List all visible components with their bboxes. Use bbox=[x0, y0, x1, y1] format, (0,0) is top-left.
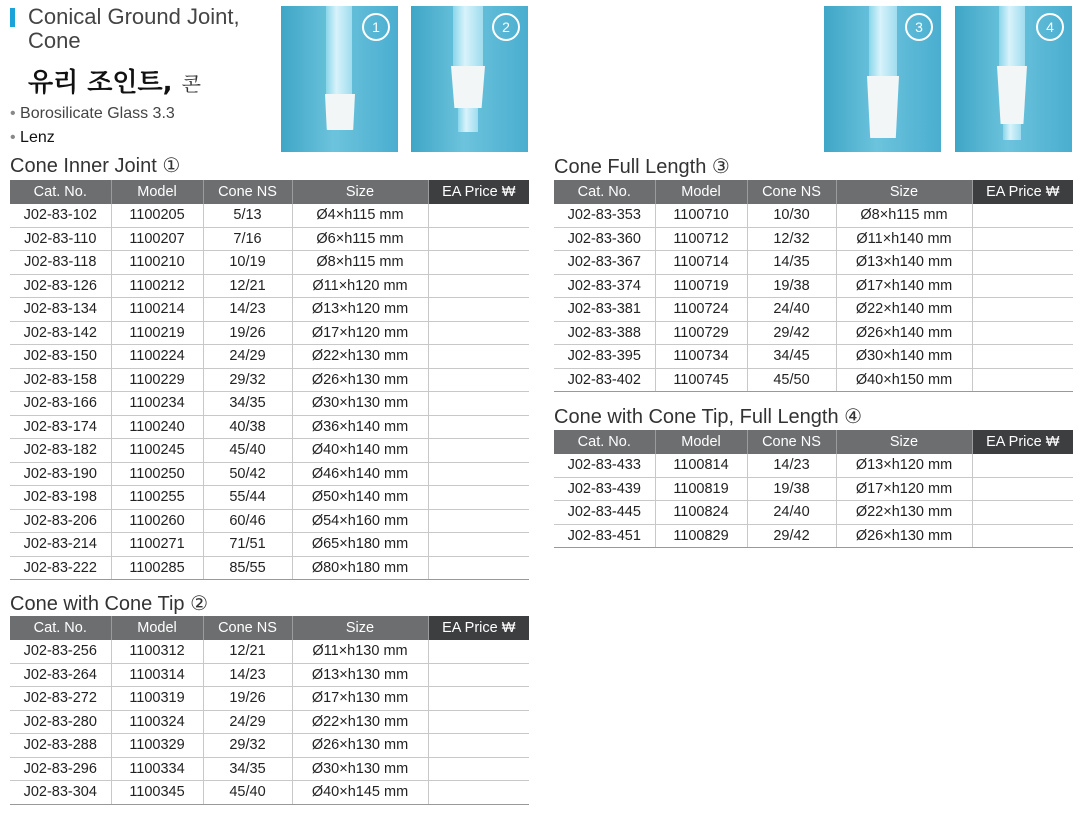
cone-ns-cell: 10/19 bbox=[203, 251, 292, 275]
size-cell: Ø6×h115 mm bbox=[292, 227, 428, 251]
column-header-size: Size bbox=[836, 430, 972, 454]
cat-no-cell: J02-83-174 bbox=[10, 415, 111, 439]
price-cell bbox=[428, 533, 529, 557]
size-cell: Ø22×h130 mm bbox=[292, 710, 428, 734]
cone-ns-cell: 19/38 bbox=[747, 477, 836, 501]
table-row bbox=[10, 392, 529, 416]
size-cell: Ø11×h130 mm bbox=[292, 640, 428, 663]
model-cell: 1100314 bbox=[111, 663, 203, 687]
cat-no-cell: J02-83-272 bbox=[10, 687, 111, 711]
table-row bbox=[10, 251, 529, 275]
cat-no-cell: J02-83-445 bbox=[554, 501, 655, 525]
table-header-row bbox=[10, 180, 529, 204]
size-cell: Ø13×h120 mm bbox=[292, 298, 428, 322]
size-cell: Ø26×h140 mm bbox=[836, 321, 972, 345]
cone-ns-cell: 55/44 bbox=[203, 486, 292, 510]
product-photo-3 bbox=[824, 6, 941, 152]
cat-no-cell: J02-83-288 bbox=[10, 734, 111, 758]
cat-no-cell: J02-83-296 bbox=[10, 757, 111, 781]
cat-no-cell: J02-83-102 bbox=[10, 204, 111, 227]
column-header-cat: Cat. No. bbox=[554, 430, 655, 454]
cat-no-cell: J02-83-439 bbox=[554, 477, 655, 501]
price-cell bbox=[428, 509, 529, 533]
model-cell: 1100829 bbox=[655, 524, 747, 548]
cone-ns-cell: 12/21 bbox=[203, 640, 292, 663]
cat-no-cell: J02-83-198 bbox=[10, 486, 111, 510]
cone-ns-cell: 45/40 bbox=[203, 439, 292, 463]
size-cell: Ø40×h150 mm bbox=[836, 368, 972, 392]
section-title-inner: Cone Inner Joint ① bbox=[10, 155, 181, 177]
column-header-ns: Cone NS bbox=[203, 616, 292, 640]
table-row bbox=[10, 204, 529, 227]
cone-ns-cell: 50/42 bbox=[203, 462, 292, 486]
model-cell: 1100224 bbox=[111, 345, 203, 369]
price-cell bbox=[428, 321, 529, 345]
price-cell bbox=[972, 204, 1073, 227]
model-cell: 1100734 bbox=[655, 345, 747, 369]
model-cell: 1100719 bbox=[655, 274, 747, 298]
section-title-tip: Cone with Cone Tip ② bbox=[10, 593, 209, 615]
size-cell: Ø46×h140 mm bbox=[292, 462, 428, 486]
cone-ns-cell: 5/13 bbox=[203, 204, 292, 227]
cat-no-cell: J02-83-206 bbox=[10, 509, 111, 533]
size-cell: Ø8×h115 mm bbox=[836, 204, 972, 227]
price-cell bbox=[428, 663, 529, 687]
cone-ns-cell: 19/38 bbox=[747, 274, 836, 298]
price-cell bbox=[428, 251, 529, 275]
table-row bbox=[554, 321, 1073, 345]
price-cell bbox=[428, 274, 529, 298]
price-cell bbox=[972, 321, 1073, 345]
cat-no-cell: J02-83-256 bbox=[10, 640, 111, 663]
cat-no-cell: J02-83-264 bbox=[10, 663, 111, 687]
model-cell: 1100714 bbox=[655, 251, 747, 275]
cat-no-cell: J02-83-150 bbox=[10, 345, 111, 369]
cone-ns-cell: 24/40 bbox=[747, 501, 836, 525]
model-cell: 1100312 bbox=[111, 640, 203, 663]
model-cell: 1100207 bbox=[111, 227, 203, 251]
price-cell bbox=[428, 757, 529, 781]
table-row bbox=[554, 274, 1073, 298]
column-header-ns: Cone NS bbox=[747, 180, 836, 204]
cone-ns-cell: 24/40 bbox=[747, 298, 836, 322]
photo-number-badge: 4 bbox=[1036, 13, 1064, 41]
size-cell: Ø4×h115 mm bbox=[292, 204, 428, 227]
column-header-cat: Cat. No. bbox=[10, 616, 111, 640]
table-row bbox=[554, 454, 1073, 477]
table-row bbox=[10, 663, 529, 687]
cone-ns-cell: 19/26 bbox=[203, 321, 292, 345]
cone-ns-cell: 34/35 bbox=[203, 757, 292, 781]
model-cell: 1100210 bbox=[111, 251, 203, 275]
cone-ns-cell: 14/23 bbox=[203, 663, 292, 687]
cat-no-cell: J02-83-142 bbox=[10, 321, 111, 345]
cone-ns-cell: 29/32 bbox=[203, 368, 292, 392]
price-cell bbox=[972, 345, 1073, 369]
page-title-en: Conical Ground Joint, Cone bbox=[28, 4, 240, 53]
column-header-price: EA Price ₩ bbox=[972, 180, 1073, 204]
cone-ns-cell: 10/30 bbox=[747, 204, 836, 227]
column-header-model: Model bbox=[111, 180, 203, 204]
size-cell: Ø40×h140 mm bbox=[292, 439, 428, 463]
cat-no-cell: J02-83-360 bbox=[554, 227, 655, 251]
size-cell: Ø40×h145 mm bbox=[292, 781, 428, 805]
table-row bbox=[10, 345, 529, 369]
size-cell: Ø17×h130 mm bbox=[292, 687, 428, 711]
column-header-ns: Cone NS bbox=[747, 430, 836, 454]
column-header-size: Size bbox=[292, 180, 428, 204]
price-cell bbox=[428, 227, 529, 251]
cone-ns-cell: 85/55 bbox=[203, 556, 292, 580]
cat-no-cell: J02-83-381 bbox=[554, 298, 655, 322]
cat-no-cell: J02-83-158 bbox=[10, 368, 111, 392]
table-row bbox=[10, 710, 529, 734]
size-cell: Ø30×h140 mm bbox=[836, 345, 972, 369]
size-cell: Ø54×h160 mm bbox=[292, 509, 428, 533]
cone-tip-full-length-table bbox=[554, 430, 1073, 548]
model-cell: 1100345 bbox=[111, 781, 203, 805]
cone-ns-cell: 29/42 bbox=[747, 321, 836, 345]
table-row bbox=[10, 486, 529, 510]
size-cell: Ø13×h130 mm bbox=[292, 663, 428, 687]
cone-ns-cell: 34/45 bbox=[747, 345, 836, 369]
table-row bbox=[10, 439, 529, 463]
price-cell bbox=[428, 439, 529, 463]
size-cell: Ø26×h130 mm bbox=[292, 368, 428, 392]
size-cell: Ø17×h120 mm bbox=[836, 477, 972, 501]
size-cell: Ø30×h130 mm bbox=[292, 757, 428, 781]
size-cell: Ø13×h140 mm bbox=[836, 251, 972, 275]
cone-ns-cell: 19/26 bbox=[203, 687, 292, 711]
section-title-full: Cone Full Length ③ bbox=[554, 156, 730, 178]
cone-ns-cell: 12/32 bbox=[747, 227, 836, 251]
price-cell bbox=[428, 415, 529, 439]
cat-no-cell: J02-83-126 bbox=[10, 274, 111, 298]
cat-no-cell: J02-83-166 bbox=[10, 392, 111, 416]
table-row bbox=[10, 298, 529, 322]
price-cell bbox=[972, 454, 1073, 477]
size-cell: Ø65×h180 mm bbox=[292, 533, 428, 557]
price-cell bbox=[428, 392, 529, 416]
cone-ns-cell: 29/42 bbox=[747, 524, 836, 548]
price-cell bbox=[428, 556, 529, 580]
size-cell: Ø36×h140 mm bbox=[292, 415, 428, 439]
cat-no-cell: J02-83-388 bbox=[554, 321, 655, 345]
table-row bbox=[10, 274, 529, 298]
cone-ns-cell: 7/16 bbox=[203, 227, 292, 251]
price-cell bbox=[428, 734, 529, 758]
price-cell bbox=[972, 227, 1073, 251]
table-row bbox=[554, 345, 1073, 369]
model-cell: 1100319 bbox=[111, 687, 203, 711]
size-cell: Ø13×h120 mm bbox=[836, 454, 972, 477]
photo-number-badge: 1 bbox=[362, 13, 390, 41]
cone-ns-cell: 71/51 bbox=[203, 533, 292, 557]
model-cell: 1100710 bbox=[655, 204, 747, 227]
model-cell: 1100212 bbox=[111, 274, 203, 298]
cone-ns-cell: 14/23 bbox=[203, 298, 292, 322]
model-cell: 1100260 bbox=[111, 509, 203, 533]
table-row bbox=[554, 477, 1073, 501]
model-cell: 1100250 bbox=[111, 462, 203, 486]
cone-ns-cell: 24/29 bbox=[203, 345, 292, 369]
size-cell: Ø17×h120 mm bbox=[292, 321, 428, 345]
cat-no-cell: J02-83-118 bbox=[10, 251, 111, 275]
size-cell: Ø8×h115 mm bbox=[292, 251, 428, 275]
price-cell bbox=[428, 345, 529, 369]
model-cell: 1100819 bbox=[655, 477, 747, 501]
product-photo-1 bbox=[281, 6, 398, 152]
table-row bbox=[554, 298, 1073, 322]
column-header-size: Size bbox=[292, 616, 428, 640]
column-header-size: Size bbox=[836, 180, 972, 204]
cat-no-cell: J02-83-451 bbox=[554, 524, 655, 548]
column-header-model: Model bbox=[111, 616, 203, 640]
model-cell: 1100724 bbox=[655, 298, 747, 322]
cone-ns-cell: 45/40 bbox=[203, 781, 292, 805]
price-cell bbox=[428, 710, 529, 734]
cat-no-cell: J02-83-353 bbox=[554, 204, 655, 227]
column-header-price: EA Price ₩ bbox=[972, 430, 1073, 454]
model-cell: 1100255 bbox=[111, 486, 203, 510]
model-cell: 1100334 bbox=[111, 757, 203, 781]
product-photo-2 bbox=[411, 6, 528, 152]
size-cell: Ø80×h180 mm bbox=[292, 556, 428, 580]
cone-ns-cell: 14/35 bbox=[747, 251, 836, 275]
model-cell: 1100234 bbox=[111, 392, 203, 416]
cat-no-cell: J02-83-433 bbox=[554, 454, 655, 477]
column-header-price: EA Price ₩ bbox=[428, 616, 529, 640]
page-title-ko: 유리 조인트, 콘 bbox=[28, 68, 201, 98]
cat-no-cell: J02-83-214 bbox=[10, 533, 111, 557]
cone-ns-cell: 14/23 bbox=[747, 454, 836, 477]
cone-ns-cell: 60/46 bbox=[203, 509, 292, 533]
table-row bbox=[554, 251, 1073, 275]
table-row bbox=[554, 368, 1073, 392]
price-cell bbox=[428, 298, 529, 322]
cone-ns-cell: 29/32 bbox=[203, 734, 292, 758]
cone-ns-cell: 34/35 bbox=[203, 392, 292, 416]
cat-no-cell: J02-83-280 bbox=[10, 710, 111, 734]
price-cell bbox=[428, 781, 529, 805]
table-row bbox=[554, 524, 1073, 548]
column-header-cat: Cat. No. bbox=[10, 180, 111, 204]
size-cell: Ø26×h130 mm bbox=[292, 734, 428, 758]
table-row bbox=[554, 501, 1073, 525]
section-title-tipfull: Cone with Cone Tip, Full Length ④ bbox=[554, 406, 863, 428]
model-cell: 1100745 bbox=[655, 368, 747, 392]
cone-inner-joint-table bbox=[10, 180, 529, 580]
table-row bbox=[10, 321, 529, 345]
cone-ns-cell: 40/38 bbox=[203, 415, 292, 439]
size-cell: Ø22×h140 mm bbox=[836, 298, 972, 322]
column-header-price: EA Price ₩ bbox=[428, 180, 529, 204]
column-header-cat: Cat. No. bbox=[554, 180, 655, 204]
price-cell bbox=[972, 501, 1073, 525]
cat-no-cell: J02-83-402 bbox=[554, 368, 655, 392]
size-cell: Ø30×h130 mm bbox=[292, 392, 428, 416]
table-row bbox=[10, 556, 529, 580]
model-cell: 1100219 bbox=[111, 321, 203, 345]
feature-item: • Lenz bbox=[10, 129, 55, 146]
size-cell: Ø26×h130 mm bbox=[836, 524, 972, 548]
price-cell bbox=[428, 640, 529, 663]
table-row bbox=[554, 204, 1073, 227]
table-row bbox=[10, 687, 529, 711]
photo-number-badge: 2 bbox=[492, 13, 520, 41]
cat-no-cell: J02-83-222 bbox=[10, 556, 111, 580]
table-row bbox=[10, 227, 529, 251]
cat-no-cell: J02-83-304 bbox=[10, 781, 111, 805]
cat-no-cell: J02-83-395 bbox=[554, 345, 655, 369]
model-cell: 1100205 bbox=[111, 204, 203, 227]
price-cell bbox=[972, 477, 1073, 501]
model-cell: 1100285 bbox=[111, 556, 203, 580]
size-cell: Ø50×h140 mm bbox=[292, 486, 428, 510]
model-cell: 1100324 bbox=[111, 710, 203, 734]
table-row bbox=[10, 757, 529, 781]
model-cell: 1100729 bbox=[655, 321, 747, 345]
table-row bbox=[10, 368, 529, 392]
cone-full-length-table bbox=[554, 180, 1073, 392]
cat-no-cell: J02-83-134 bbox=[10, 298, 111, 322]
model-cell: 1100245 bbox=[111, 439, 203, 463]
price-cell bbox=[972, 298, 1073, 322]
cat-no-cell: J02-83-367 bbox=[554, 251, 655, 275]
price-cell bbox=[972, 368, 1073, 392]
column-header-model: Model bbox=[655, 430, 747, 454]
model-cell: 1100214 bbox=[111, 298, 203, 322]
size-cell: Ø22×h130 mm bbox=[836, 501, 972, 525]
cat-no-cell: J02-83-190 bbox=[10, 462, 111, 486]
feature-list bbox=[10, 102, 175, 150]
price-cell bbox=[428, 462, 529, 486]
price-cell bbox=[972, 251, 1073, 275]
size-cell: Ø11×h120 mm bbox=[292, 274, 428, 298]
cat-no-cell: J02-83-374 bbox=[554, 274, 655, 298]
price-cell bbox=[972, 524, 1073, 548]
model-cell: 1100329 bbox=[111, 734, 203, 758]
table-row bbox=[554, 227, 1073, 251]
model-cell: 1100712 bbox=[655, 227, 747, 251]
size-cell: Ø22×h130 mm bbox=[292, 345, 428, 369]
column-header-ns: Cone NS bbox=[203, 180, 292, 204]
model-cell: 1100271 bbox=[111, 533, 203, 557]
cone-ns-cell: 45/50 bbox=[747, 368, 836, 392]
cat-no-cell: J02-83-110 bbox=[10, 227, 111, 251]
table-header-row bbox=[10, 616, 529, 640]
model-cell: 1100824 bbox=[655, 501, 747, 525]
table-row bbox=[10, 509, 529, 533]
table-header-row bbox=[554, 180, 1073, 204]
table-header-row bbox=[554, 430, 1073, 454]
cat-no-cell: J02-83-182 bbox=[10, 439, 111, 463]
model-cell: 1100814 bbox=[655, 454, 747, 477]
price-cell bbox=[428, 687, 529, 711]
feature-item: • Borosilicate Glass 3.3 bbox=[10, 105, 175, 122]
price-cell bbox=[972, 274, 1073, 298]
model-cell: 1100240 bbox=[111, 415, 203, 439]
price-cell bbox=[428, 204, 529, 227]
table-row bbox=[10, 781, 529, 805]
cone-tip-table bbox=[10, 616, 529, 805]
title-accent-bar bbox=[10, 8, 15, 27]
cone-ns-cell: 12/21 bbox=[203, 274, 292, 298]
price-cell bbox=[428, 486, 529, 510]
price-cell bbox=[428, 368, 529, 392]
size-cell: Ø17×h140 mm bbox=[836, 274, 972, 298]
column-header-model: Model bbox=[655, 180, 747, 204]
table-row bbox=[10, 462, 529, 486]
table-row bbox=[10, 734, 529, 758]
cone-ns-cell: 24/29 bbox=[203, 710, 292, 734]
table-row bbox=[10, 415, 529, 439]
model-cell: 1100229 bbox=[111, 368, 203, 392]
size-cell: Ø11×h140 mm bbox=[836, 227, 972, 251]
table-row bbox=[10, 533, 529, 557]
table-row bbox=[10, 640, 529, 663]
product-photo-4 bbox=[955, 6, 1072, 152]
photo-number-badge: 3 bbox=[905, 13, 933, 41]
